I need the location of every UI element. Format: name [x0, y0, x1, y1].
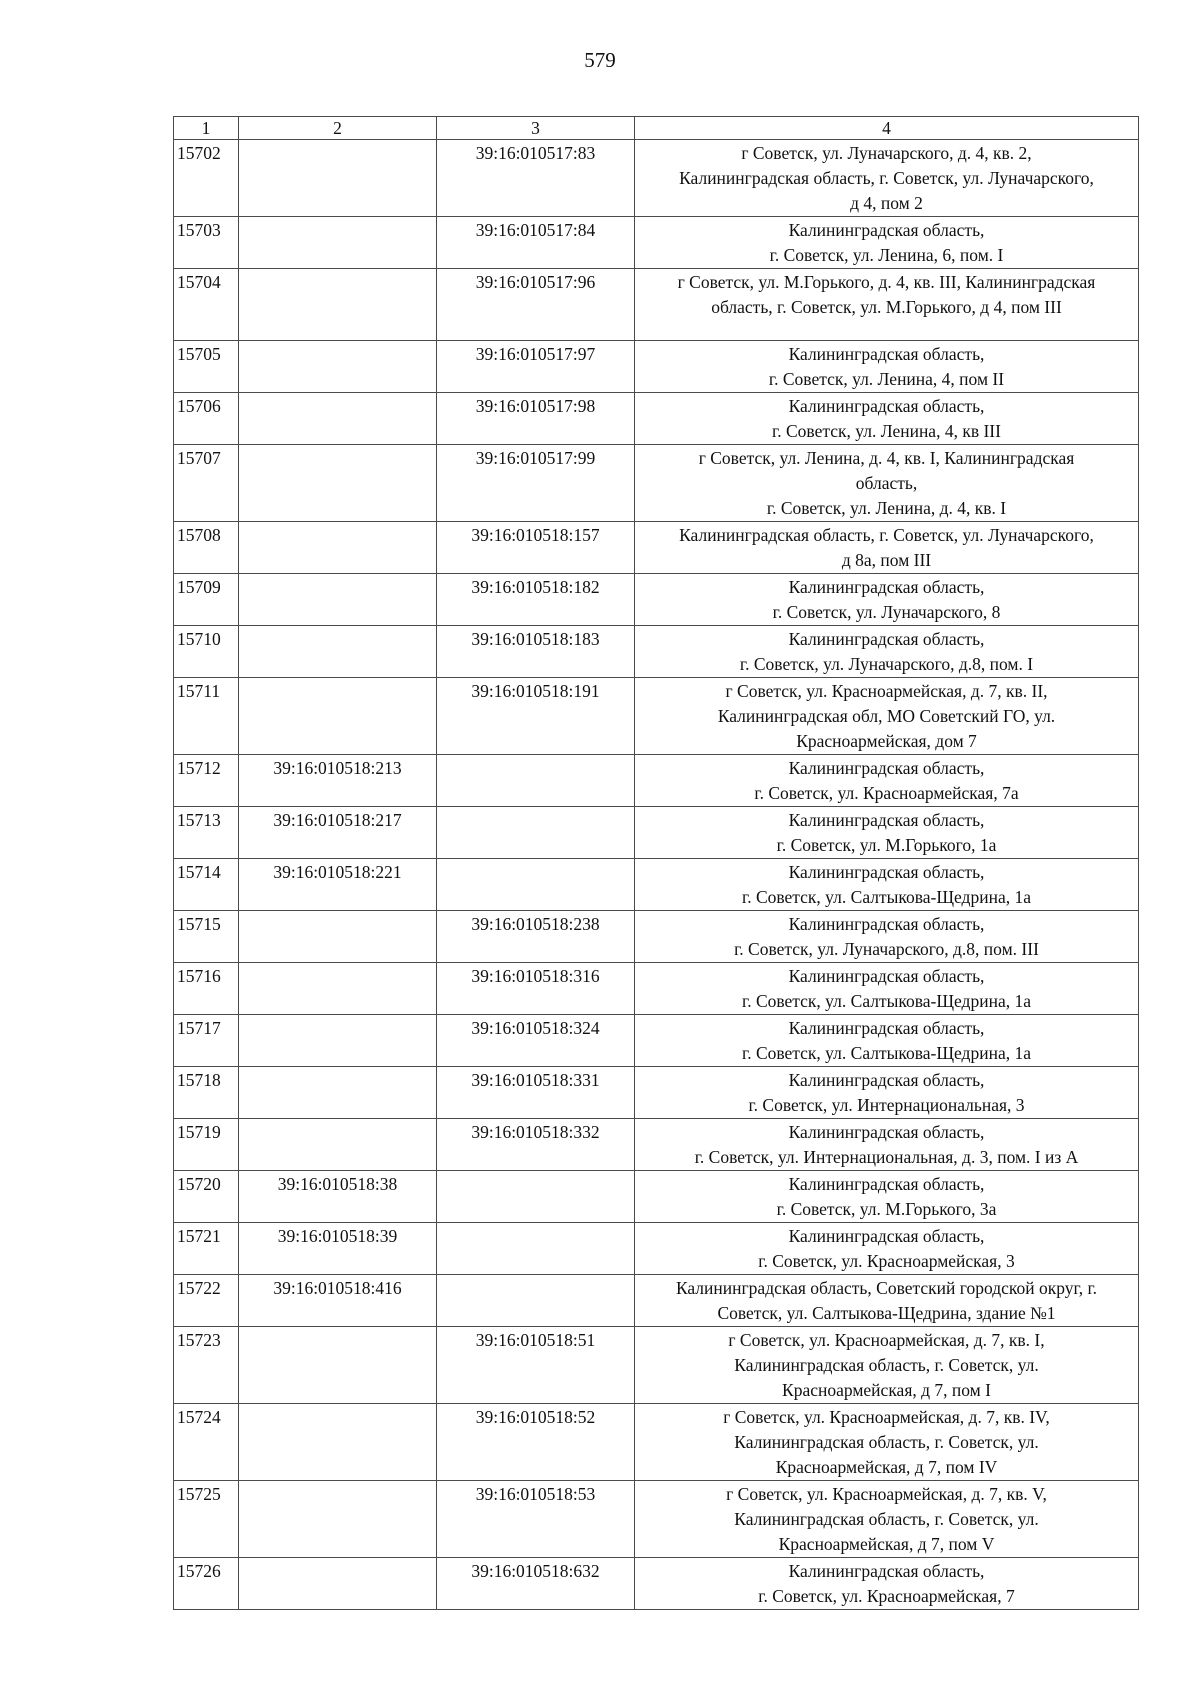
- cadastral-number-col2: 39:16:010518:217: [239, 807, 437, 859]
- column-header-3: 3: [437, 117, 635, 140]
- row-number: 15706: [174, 393, 239, 445]
- address-line: Калининградская область,: [788, 1561, 985, 1581]
- cadastral-number-col2: [239, 963, 437, 1015]
- address-line: д 8а, пом III: [841, 550, 932, 570]
- address-line: г Советск, ул. Ленина, д. 4, кв. I, Калининградская: [698, 448, 1075, 468]
- cadastral-number-col3: 39:16:010518:182: [437, 574, 635, 626]
- address-cell: [635, 1119, 1139, 1171]
- address-cell: [635, 217, 1139, 269]
- row-number: 15717: [174, 1015, 239, 1067]
- row-number: 15704: [174, 269, 239, 341]
- address-cell: [635, 963, 1139, 1015]
- cadastral-number-col3: [437, 755, 635, 807]
- cadastral-number-col2: 39:16:010518:38: [239, 1171, 437, 1223]
- address-cell: [635, 140, 1139, 217]
- row-number: 15726: [174, 1558, 239, 1610]
- table-row: [174, 1171, 1139, 1223]
- cadastral-number-col3: 39:16:010517:83: [437, 140, 635, 217]
- table-row: [174, 1015, 1139, 1067]
- address-line: область, г. Советск, ул. М.Горького, д 4, пом III: [711, 297, 1062, 317]
- cadastral-number-col3: 39:16:010518:157: [437, 522, 635, 574]
- cadastral-number-col3: 39:16:010517:98: [437, 393, 635, 445]
- cadastral-number-col3: 39:16:010518:331: [437, 1067, 635, 1119]
- row-number: 15712: [174, 755, 239, 807]
- address-line: Калининградская область,: [788, 1122, 985, 1142]
- address-cell: [635, 393, 1139, 445]
- address-cell: [635, 1067, 1139, 1119]
- address-line: Калининградская область,: [788, 1174, 985, 1194]
- address-line: Калининградская область,: [788, 220, 985, 240]
- cadastral-number-col3: 39:16:010518:191: [437, 678, 635, 755]
- address-line: г. Советск, ул. Луначарского, д.8, пом. I: [739, 654, 1034, 674]
- cadastral-number-col2: [239, 678, 437, 755]
- address-cell: [635, 1223, 1139, 1275]
- cadastral-number-col3: 39:16:010518:183: [437, 626, 635, 678]
- cadastral-number-col2: 39:16:010518:213: [239, 755, 437, 807]
- table-row: [174, 1558, 1139, 1610]
- cadastral-number-col3: 39:16:010517:96: [437, 269, 635, 341]
- row-number: 15707: [174, 445, 239, 522]
- row-number: 15711: [174, 678, 239, 755]
- table-row: [174, 522, 1139, 574]
- address-cell: [635, 911, 1139, 963]
- table-row: [174, 1223, 1139, 1275]
- column-header-4: 4: [635, 117, 1139, 140]
- table-row: [174, 574, 1139, 626]
- cadastral-number-col3: 39:16:010518:52: [437, 1404, 635, 1481]
- cadastral-number-col3: [437, 1171, 635, 1223]
- row-number: 15710: [174, 626, 239, 678]
- column-header-1: 1: [174, 117, 239, 140]
- address-line: г Советск, ул. Красноармейская, д. 7, кв. I,: [728, 1330, 1045, 1350]
- table-row: [174, 341, 1139, 393]
- row-number: 15709: [174, 574, 239, 626]
- address-line: Калининградская область,: [788, 344, 985, 364]
- cadastral-number-col2: [239, 1119, 437, 1171]
- cadastral-number-col2: [239, 626, 437, 678]
- table-row: [174, 911, 1139, 963]
- cadastral-number-col2: [239, 1404, 437, 1481]
- address-cell: [635, 1015, 1139, 1067]
- address-line: Калининградская обл, МО Советский ГО, ул.: [717, 706, 1056, 726]
- cadastral-number-col3: 39:16:010518:53: [437, 1481, 635, 1558]
- row-number: 15705: [174, 341, 239, 393]
- row-number: 15720: [174, 1171, 239, 1223]
- address-line: Калининградская область, г. Советск, ул.: [734, 1432, 1039, 1452]
- row-number: 15703: [174, 217, 239, 269]
- cadastral-number-col2: [239, 1327, 437, 1404]
- cadastral-number-col3: 39:16:010518:324: [437, 1015, 635, 1067]
- address-cell: [635, 1481, 1139, 1558]
- table-body: [174, 140, 1139, 1610]
- address-line: Калининградская область,: [788, 396, 985, 416]
- table-row: [174, 140, 1139, 217]
- address-line: г. Советск, ул. Ленина, 6, пом. I: [769, 245, 1004, 265]
- cadastral-number-col2: [239, 140, 437, 217]
- address-line: г Советск, ул. Красноармейская, д. 7, кв. IV,: [723, 1407, 1050, 1427]
- cadastral-number-col2: [239, 393, 437, 445]
- table-header: [174, 117, 1139, 140]
- address-cell: [635, 678, 1139, 755]
- cadastral-number-col3: 39:16:010518:632: [437, 1558, 635, 1610]
- cadastral-number-col2: 39:16:010518:221: [239, 859, 437, 911]
- row-number: 15715: [174, 911, 239, 963]
- address-line: г Советск, ул. Красноармейская, д. 7, кв. II,: [725, 681, 1048, 701]
- address-line: г. Советск, ул. Салтыкова-Щедрина, 1а: [742, 1043, 1031, 1063]
- table-row: [174, 1481, 1139, 1558]
- table-row: [174, 1275, 1139, 1327]
- address-line: г. Советск, ул. Салтыкова-Щедрина, 1а: [742, 991, 1031, 1011]
- cadastral-number-col3: 39:16:010517:99: [437, 445, 635, 522]
- cadastral-number-col2: [239, 1481, 437, 1558]
- cadastral-number-col2: [239, 1558, 437, 1610]
- address-line: г. Советск, ул. Ленина, 4, кв III: [772, 421, 1001, 441]
- address-cell: [635, 445, 1139, 522]
- column-header-2: 2: [239, 117, 437, 140]
- table-row: [174, 1327, 1139, 1404]
- row-number: 15719: [174, 1119, 239, 1171]
- cadastral-number-col3: 39:16:010518:51: [437, 1327, 635, 1404]
- table-row: [174, 445, 1139, 522]
- cadastral-number-col2: 39:16:010518:416: [239, 1275, 437, 1327]
- address-line: г Советск, ул. Луначарского, д. 4, кв. 2,: [741, 143, 1032, 163]
- table-row: [174, 1404, 1139, 1481]
- address-cell: [635, 1404, 1139, 1481]
- cadastral-number-col2: [239, 445, 437, 522]
- table-row: [174, 393, 1139, 445]
- address-line: г. Советск, ул. Красноармейская, 7а: [754, 783, 1019, 803]
- address-line: д 4, пом 2: [850, 193, 923, 213]
- row-number: 15724: [174, 1404, 239, 1481]
- address-line: г. Советск, ул. Ленина, д. 4, кв. I: [766, 498, 1007, 518]
- address-line: Калининградская область,: [788, 862, 985, 882]
- address-line: Калининградская область,: [788, 810, 985, 830]
- address-cell: [635, 859, 1139, 911]
- cadastral-number-col3: 39:16:010518:316: [437, 963, 635, 1015]
- address-line: Красноармейская, д 7, пом IV: [775, 1457, 998, 1477]
- address-cell: [635, 1558, 1139, 1610]
- page-number: 579: [584, 48, 616, 72]
- address-cell: [635, 626, 1139, 678]
- table-row: [174, 963, 1139, 1015]
- table-row: [174, 859, 1139, 911]
- address-line: Калининградская область,: [788, 629, 985, 649]
- address-line: Калининградская область,: [788, 1226, 985, 1246]
- cadastral-number-col2: [239, 341, 437, 393]
- table-row: [174, 1119, 1139, 1171]
- address-line: Калининградская область, г. Советск, ул.: [734, 1509, 1039, 1529]
- table-row: [174, 755, 1139, 807]
- cadastral-number-col3: [437, 859, 635, 911]
- table-row: [174, 626, 1139, 678]
- address-line: г. Советск, ул. Красноармейская, 7: [758, 1586, 1015, 1606]
- row-number: 15702: [174, 140, 239, 217]
- table-row: [174, 217, 1139, 269]
- address-line: Калининградская область, Советский городской округ, г.: [675, 1278, 1098, 1298]
- address-line: г. Советск, ул. Луначарского, д.8, пом. III: [734, 939, 1039, 959]
- cadastral-number-col2: [239, 1015, 437, 1067]
- table-row: [174, 807, 1139, 859]
- address-cell: [635, 807, 1139, 859]
- row-number: 15708: [174, 522, 239, 574]
- cadastral-number-col2: [239, 522, 437, 574]
- registry-table: [173, 116, 1139, 1610]
- row-number: 15722: [174, 1275, 239, 1327]
- cadastral-number-col2: [239, 269, 437, 341]
- address-line: Калининградская область,: [788, 966, 985, 986]
- address-cell: [635, 1327, 1139, 1404]
- address-line: Красноармейская, д 7, пом V: [778, 1534, 995, 1554]
- address-line: Калининградская область,: [788, 1018, 985, 1038]
- row-number: 15714: [174, 859, 239, 911]
- address-cell: [635, 269, 1139, 341]
- cadastral-number-col2: [239, 574, 437, 626]
- address-line: г. Советск, ул. Луначарского, 8: [772, 602, 1001, 622]
- address-cell: [635, 755, 1139, 807]
- row-number: 15723: [174, 1327, 239, 1404]
- row-number: 15721: [174, 1223, 239, 1275]
- table-row: [174, 269, 1139, 341]
- cadastral-number-col2: 39:16:010518:39: [239, 1223, 437, 1275]
- address-line: Калининградская область, г. Советск, ул. Луначарского,: [679, 168, 1094, 188]
- address-line: Калининградская область, г. Советск, ул. Луначарского,: [679, 525, 1094, 545]
- address-line: г. Советск, ул. М.Горького, 1а: [776, 835, 997, 855]
- address-line: г. Советск, ул. Интернациональная, д. 3, пом. I из А: [694, 1147, 1079, 1167]
- address-line: г Советск, ул. М.Горького, д. 4, кв. III, Калининградская: [677, 272, 1096, 292]
- address-line: область,: [855, 473, 918, 493]
- row-number: 15725: [174, 1481, 239, 1558]
- row-number: 15713: [174, 807, 239, 859]
- address-cell: [635, 574, 1139, 626]
- cadastral-number-col3: [437, 1275, 635, 1327]
- address-cell: [635, 522, 1139, 574]
- address-line: г. Советск, ул. Салтыкова-Щедрина, 1а: [742, 887, 1031, 907]
- address-line: г. Советск, ул. Красноармейская, 3: [758, 1251, 1015, 1271]
- cadastral-number-col3: 39:16:010517:97: [437, 341, 635, 393]
- address-line: г. Советск, ул. М.Горького, 3а: [776, 1199, 997, 1219]
- table-row: [174, 1067, 1139, 1119]
- address-line: Советск, ул. Салтыкова-Щедрина, здание №1: [717, 1303, 1056, 1323]
- address-cell: [635, 1275, 1139, 1327]
- table-row: [174, 678, 1139, 755]
- address-line: Калининградская область,: [788, 1070, 985, 1090]
- address-line: г. Советск, ул. Интернациональная, 3: [748, 1095, 1025, 1115]
- address-line: Калининградская область, г. Советск, ул.: [734, 1355, 1039, 1375]
- address-line: г Советск, ул. Красноармейская, д. 7, кв. V,: [726, 1484, 1047, 1504]
- cadastral-number-col2: [239, 217, 437, 269]
- cadastral-number-col3: [437, 1223, 635, 1275]
- address-cell: [635, 1171, 1139, 1223]
- cadastral-number-col2: [239, 1067, 437, 1119]
- row-number: 15716: [174, 963, 239, 1015]
- row-number: 15718: [174, 1067, 239, 1119]
- cadastral-number-col3: 39:16:010518:238: [437, 911, 635, 963]
- cadastral-number-col3: 39:16:010518:332: [437, 1119, 635, 1171]
- cadastral-number-col3: 39:16:010517:84: [437, 217, 635, 269]
- address-line: Калининградская область,: [788, 914, 985, 934]
- address-line: Красноармейская, д 7, пом I: [782, 1380, 991, 1400]
- cadastral-number-col2: [239, 911, 437, 963]
- address-line: Калининградская область,: [788, 758, 985, 778]
- address-line: г. Советск, ул. Ленина, 4, пом II: [768, 369, 1005, 389]
- cadastral-number-col3: [437, 807, 635, 859]
- address-line: Калининградская область,: [788, 577, 985, 597]
- address-line: Красноармейская, дом 7: [796, 731, 977, 751]
- address-cell: [635, 341, 1139, 393]
